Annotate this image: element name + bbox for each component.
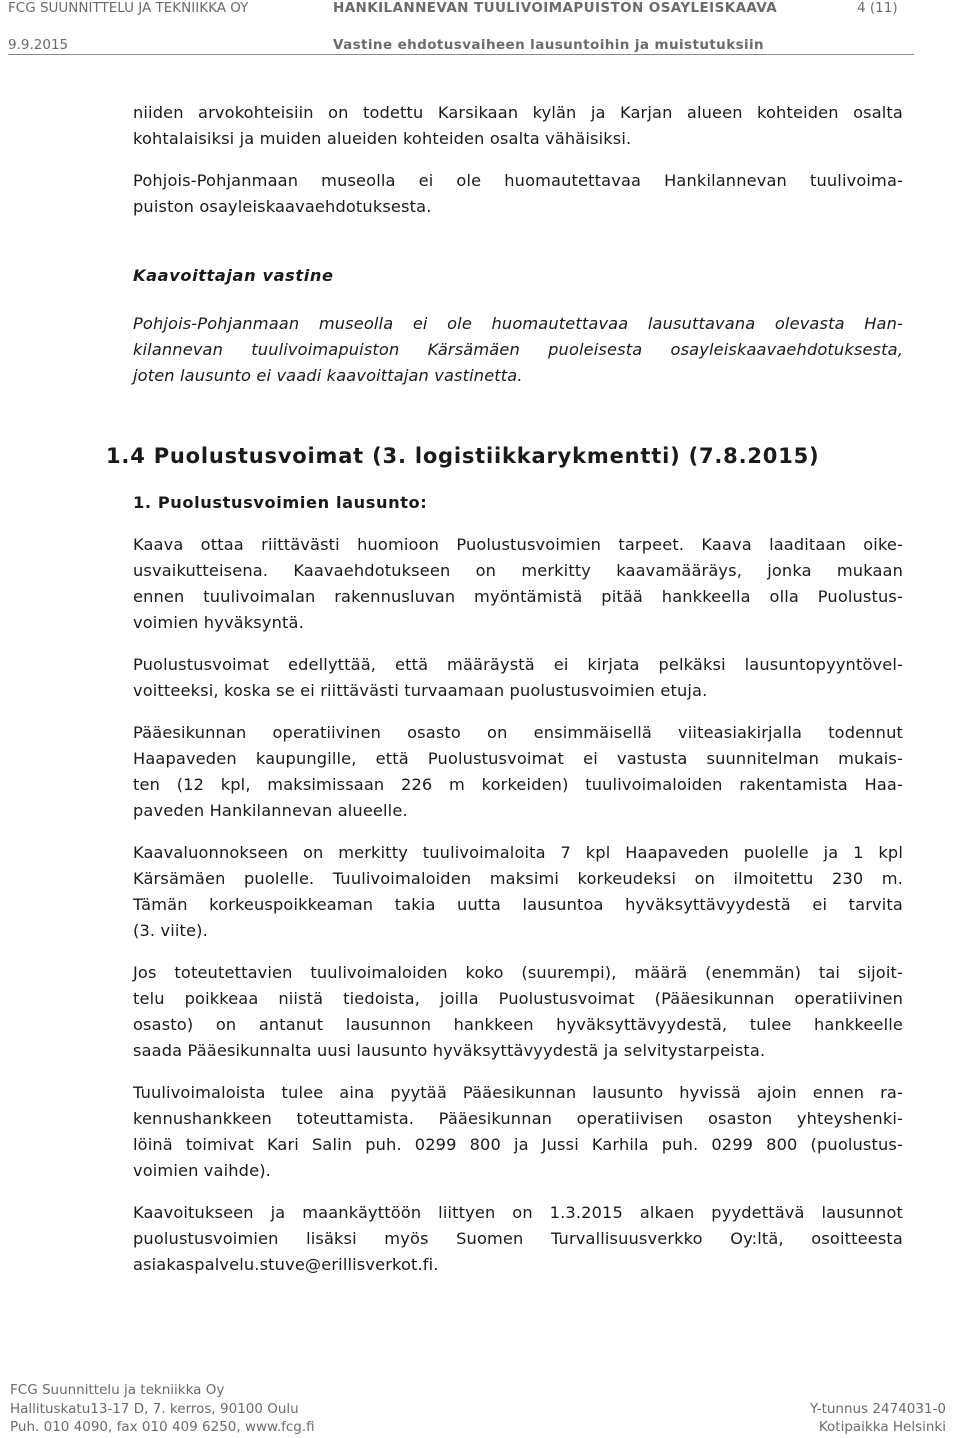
text-line: Tämän korkeuspoikkeaman takia uutta lausuntoa hyväksyttävyydestä ei tarvita xyxy=(133,895,903,914)
header-page-number: 4 (11) xyxy=(857,0,898,16)
text-line: puiston osayleiskaavaehdotuksesta. xyxy=(133,197,432,216)
paragraph xyxy=(133,168,903,220)
paragraph xyxy=(133,532,903,636)
text-line: voitteeksi, koska se ei riittävästi turvaamaan puolustusvoimien etuja. xyxy=(133,681,708,700)
header-doc-title: HANKILANNEVAN TUULIVOIMAPUISTON OSAYLEISKAAVA xyxy=(333,0,778,16)
text-line: Kaava ottaa riittävästi huomioon Puolustusvoimien tarpeet. Kaava laaditaan oike- xyxy=(133,535,903,554)
text-line: telu poikkeaa niistä tiedoista, joilla Puolustusvoimat (Pääesikunnan operatiivinen xyxy=(133,989,903,1008)
footer-address: Hallituskatu13-17 D, 7. kerros, 90100 Oulu xyxy=(10,1401,299,1417)
text-line: osasto) on antanut lausunnon hankkeen hyväksyttävyydestä, tulee hankkeelle xyxy=(133,1015,903,1034)
text-line: voimien hyväksyntä. xyxy=(133,613,304,632)
paragraph xyxy=(133,720,903,824)
document-body xyxy=(133,100,903,389)
text-line: niiden arvokohteisiin on todettu Karsikaan kylän ja Karjan alueen kohteiden osalta xyxy=(133,103,903,122)
text-line: Kaavoitukseen ja maankäyttöön liittyen on 1.3.2015 alkaen pyydettävä lausunnot xyxy=(133,1203,903,1222)
paragraph xyxy=(133,1080,903,1184)
text-line: (3. viite). xyxy=(133,921,208,940)
sub-heading: 1. Puolustusvoimien lausunto: xyxy=(133,493,428,512)
text-line: Pohjois-Pohjanmaan museolla ei ole huomautettavaa Hankilannevan tuulivoima- xyxy=(133,171,903,190)
text-line: puolustusvoimien lisäksi myös Suomen Turvallisuusverkko Oy:ltä, osoitteesta xyxy=(133,1229,903,1248)
text-line: Pääesikunnan operatiivinen osasto on ensimmäisellä viiteasiakirjalla todennut xyxy=(133,723,903,742)
paragraph xyxy=(133,840,903,944)
text-line: Puolustusvoimat edellyttää, että määräystä ei kirjata pelkäksi lausuntopyyntövel- xyxy=(133,655,903,674)
email-link-line: asiakaspalvelu.stuve@erillisverkot.fi. xyxy=(133,1255,439,1274)
paragraph xyxy=(133,100,903,152)
vastine-paragraph xyxy=(133,311,903,389)
vastine-heading: Kaavoittajan vastine xyxy=(133,266,334,285)
footer-domicile: Kotipaikka Helsinki xyxy=(818,1419,946,1435)
text-line: kennushankkeen toteuttamista. Pääesikunnan operatiivisen osaston yhteyshenki- xyxy=(133,1109,903,1128)
footer-company: FCG Suunnittelu ja tekniikka Oy xyxy=(10,1382,225,1398)
text-line: Kärsämäen puolelle. Tuulivoimaloiden maksimi korkeudeksi on ilmoitettu 230 m. xyxy=(133,869,903,888)
text-line: saada Pääesikunnalta uusi lausunto hyväksyttävyydestä ja selvitystarpeista. xyxy=(133,1041,766,1060)
text-line: Tuulivoimaloista tulee aina pyytää Pääesikunnan lausunto hyvissä ajoin ennen ra- xyxy=(133,1083,903,1102)
paragraph xyxy=(133,652,903,704)
text-line: usvaikutteisena. Kaavaehdotukseen on merkitty kaavamääräys, jonka mukaan xyxy=(133,561,903,580)
text-line: Haapaveden kaupungille, että Puolustusvoimat ei vastusta suunnitelman mukais- xyxy=(133,749,903,768)
text-line: kilannevan tuulivoimapuiston Kärsämäen puoleisesta osayleiskaavaehdotuksesta, xyxy=(133,340,903,359)
footer-business-id: Y-tunnus 2474031-0 xyxy=(810,1401,946,1417)
text-line: Jos toteutettavien tuulivoimaloiden koko (suurempi), määrä (enemmän) tai sijoit- xyxy=(133,963,903,982)
header-company: FCG SUUNNITTELU JA TEKNIIKKA OY xyxy=(8,0,249,16)
header-subtitle: Vastine ehdotusvaiheen lausuntoihin ja muistutuksiin xyxy=(333,37,765,53)
text-line: ten (12 kpl, maksimissaan 226 m korkeiden) tuulivoimaloiden rakentamista Haa- xyxy=(133,775,903,794)
paragraph xyxy=(133,960,903,1064)
text-line: joten lausunto ei vaadi kaavoittajan vastinetta. xyxy=(133,366,523,385)
text-line: löinä toimivat Kari Salin puh. 0299 800 ja Jussi Karhila puh. 0299 800 (puolustus- xyxy=(133,1135,903,1154)
footer-contact: Puh. 010 4090, fax 010 409 6250, www.fcg.fi xyxy=(10,1419,315,1435)
section-body xyxy=(133,490,903,1278)
text-line: ennen tuulivoimalan rakennusluvan myöntämistä pitää hankkeella olla Puolustus- xyxy=(133,587,903,606)
text-line: kohtalaisiksi ja muiden alueiden kohteiden osalta vähäisiksi. xyxy=(133,129,632,148)
text-line: Pohjois-Pohjanmaan museolla ei ole huomautettavaa lausuttavana olevasta Han- xyxy=(133,314,903,333)
header-rule xyxy=(8,54,914,55)
section-heading: 1.4 Puolustusvoimat (3. logistiikkarykmentti) (7.8.2015) xyxy=(106,444,820,468)
text-line: Kaavaluonnokseen on merkitty tuulivoimaloita 7 kpl Haapaveden puolelle ja 1 kpl xyxy=(133,843,903,862)
paragraph xyxy=(133,1200,903,1278)
text-line: paveden Hankilannevan alueelle. xyxy=(133,801,408,820)
text-line: voimien vaihde). xyxy=(133,1161,271,1180)
header-date: 9.9.2015 xyxy=(8,37,69,53)
